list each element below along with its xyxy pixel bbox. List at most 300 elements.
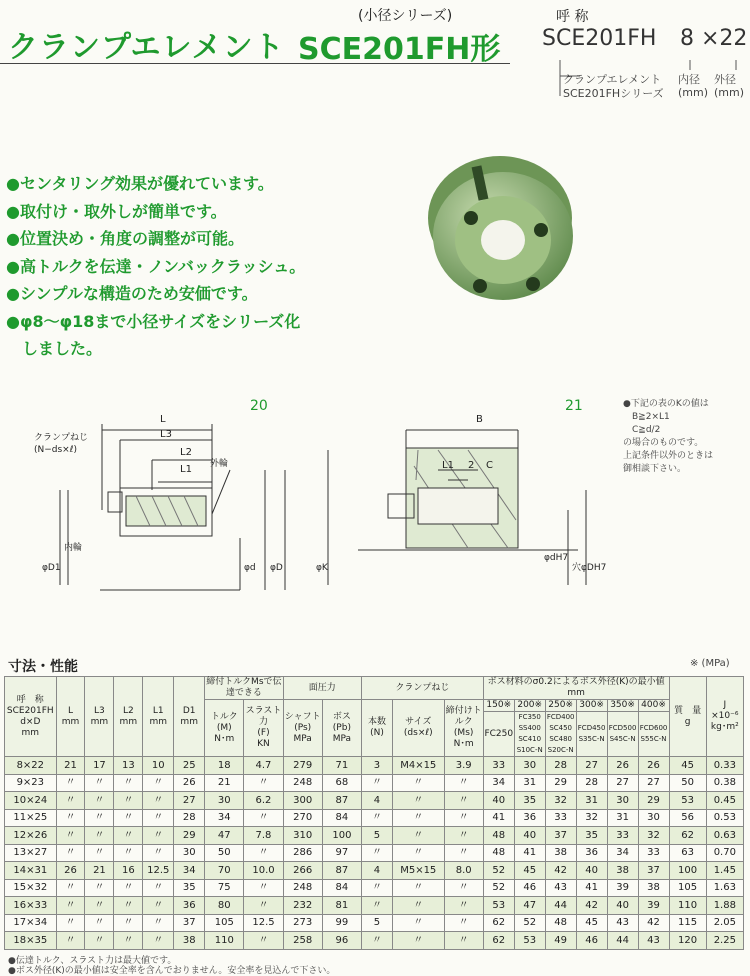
table-cell: 75	[205, 879, 244, 897]
col-b3: 250※	[545, 700, 576, 712]
table-cell: 52	[483, 862, 514, 880]
table-cell: 5	[362, 827, 393, 845]
fig20-L3-label: L3	[160, 429, 172, 440]
table-cell: 34	[205, 809, 244, 827]
col-m2: FC350 SS400 SC410 S10C-N	[514, 712, 545, 757]
figure-20-drawing	[34, 410, 300, 600]
table-cell: 42	[545, 862, 576, 880]
table-cell: 34	[174, 862, 205, 880]
table-cell: 71	[322, 757, 361, 775]
table-cell: 31	[514, 774, 545, 792]
table-cell: 〃	[85, 932, 114, 950]
table-cell: 〃	[143, 897, 174, 915]
inner-dia-unit: (mm)	[678, 86, 709, 99]
table-cell: 46	[514, 879, 545, 897]
table-cell: 〃	[143, 809, 174, 827]
table-cell: 52	[483, 879, 514, 897]
table-cell: 16	[114, 862, 143, 880]
table-cell: 〃	[85, 914, 114, 932]
table-cell: 53	[669, 792, 706, 810]
table-cell: 30	[638, 809, 669, 827]
table-cell: 45	[514, 862, 545, 880]
table-cell: 30	[514, 757, 545, 775]
col-b1: 150※	[483, 700, 514, 712]
table-cell: 21	[56, 757, 85, 775]
table-row	[5, 809, 744, 827]
table-cell: 52	[514, 914, 545, 932]
col-b6: 400※	[638, 700, 669, 712]
series-note: (小径シリーズ)	[358, 8, 453, 24]
col-m5: FCD500 S45C-N	[607, 712, 638, 757]
table-cell: 〃	[85, 774, 114, 792]
table-cell: 44	[607, 932, 638, 950]
table-cell: 32	[576, 809, 607, 827]
col-J: J ×10⁻⁶ kg･m²	[706, 677, 743, 757]
feature-item: ●センタリング効果が優れています。	[6, 174, 274, 193]
fig20-clamp-label: クランプねじ	[34, 433, 89, 443]
col-screw-group: クランプねじ	[362, 677, 484, 700]
col-b5: 350※	[607, 700, 638, 712]
footnote: ●ボス外径(K)の最小値は安全率を含んでおりません。安全率を見込んで下さい。	[8, 966, 336, 976]
table-cell: 87	[322, 792, 361, 810]
table-cell: 0.63	[706, 827, 743, 845]
table-cell: 15×32	[5, 879, 57, 897]
table-cell: 〃	[244, 932, 283, 950]
feature-list	[6, 170, 305, 363]
figure-21-drawing	[318, 410, 618, 600]
note-line: 御相談下さい。	[623, 464, 687, 474]
table-cell: 4	[362, 792, 393, 810]
table-cell: 〃	[444, 879, 483, 897]
table-cell: 〃	[392, 792, 444, 810]
table-cell: 〃	[392, 879, 444, 897]
table-cell: 〃	[392, 932, 444, 950]
col-mass: 質 量 g	[669, 677, 706, 757]
table-cell: 99	[322, 914, 361, 932]
table-cell: 〃	[56, 932, 85, 950]
table-cell: 38	[638, 879, 669, 897]
table-cell: 〃	[143, 844, 174, 862]
callout-sub1: クランプエレメント	[563, 73, 662, 86]
table-cell: 9×23	[5, 774, 57, 792]
table-cell: 48	[545, 914, 576, 932]
table-cell: 〃	[143, 932, 174, 950]
table-cell: 300	[283, 792, 322, 810]
callout-label: 呼 称	[556, 9, 589, 25]
col-count: 本数 (N)	[362, 700, 393, 757]
table-cell: 26	[174, 774, 205, 792]
table-cell: 310	[283, 827, 322, 845]
table-cell: 44	[545, 897, 576, 915]
table-cell: 〃	[444, 914, 483, 932]
table-cell: 〃	[392, 809, 444, 827]
table-cell: 〃	[114, 827, 143, 845]
table-cell: 2.05	[706, 914, 743, 932]
figure-number: 20	[250, 398, 268, 414]
table-cell: 〃	[444, 844, 483, 862]
col-m1: FC250	[483, 712, 514, 757]
table-cell: 34	[483, 774, 514, 792]
table-cell: 36	[514, 809, 545, 827]
spec-table-body	[5, 757, 744, 950]
table-cell: 30	[205, 792, 244, 810]
table-cell: 105	[669, 879, 706, 897]
table-cell: 29	[545, 774, 576, 792]
table-cell: 96	[322, 932, 361, 950]
table-cell: 〃	[444, 792, 483, 810]
table-cell: 43	[638, 932, 669, 950]
table-cell: 248	[283, 774, 322, 792]
table-cell: 21	[205, 774, 244, 792]
fig20-L2-label: L2	[180, 447, 192, 458]
callout-sub2: SCE201FHシリーズ	[563, 87, 664, 100]
col-b2: 200※	[514, 700, 545, 712]
col-L3: L3 mm	[85, 677, 114, 757]
table-cell: 5	[362, 914, 393, 932]
table-cell: 8.0	[444, 862, 483, 880]
table-cell: M4×15	[392, 757, 444, 775]
note-line: C≧d/2	[623, 425, 661, 435]
table-cell: 0.70	[706, 844, 743, 862]
table-row	[5, 827, 744, 845]
table-cell: 84	[322, 809, 361, 827]
table-cell: 12.5	[244, 914, 283, 932]
col-shaft: シャフト (Ps) MPa	[283, 700, 322, 757]
fig20-clamp-spec: (N−ds×ℓ)	[34, 445, 77, 455]
figure-notes	[623, 398, 713, 476]
note-line: 上記条件以外のときは	[623, 451, 714, 461]
table-cell: 〃	[114, 809, 143, 827]
col-call: 呼 称 SCE201FH d×D mm	[5, 677, 57, 757]
table-cell: 286	[283, 844, 322, 862]
fig21-DH-label: 穴φDH7	[572, 563, 607, 573]
table-cell: 〃	[56, 809, 85, 827]
table-cell: 47	[514, 897, 545, 915]
table-cell: 〃	[56, 844, 85, 862]
table-cell: 25	[174, 757, 205, 775]
table-cell: 84	[322, 879, 361, 897]
fig21-dH-label: φdH7	[544, 553, 569, 563]
note-line: B≧2×L1	[623, 412, 670, 422]
table-cell: 1.45	[706, 862, 743, 880]
table-cell: 29	[638, 792, 669, 810]
table-cell: 81	[322, 897, 361, 915]
table-cell: 〃	[244, 879, 283, 897]
table-row	[5, 792, 744, 810]
table-cell: 32	[545, 792, 576, 810]
table-cell: 29	[174, 827, 205, 845]
table-cell: 1.63	[706, 879, 743, 897]
table-cell: 28	[174, 809, 205, 827]
table-cell: 0.45	[706, 792, 743, 810]
col-m4: FCD450 S35C-N	[576, 712, 607, 757]
col-tight: 締付けトルク (Ms) N･m	[444, 700, 483, 757]
table-cell: 〃	[362, 774, 393, 792]
table-cell: 4	[362, 862, 393, 880]
fig21-B-label: B	[476, 414, 483, 425]
table-cell: 41	[483, 809, 514, 827]
feature-item: ●取付け・取外しが簡単です。	[6, 201, 227, 221]
table-cell: 17×34	[5, 914, 57, 932]
table-cell: 〃	[244, 774, 283, 792]
table-cell: 39	[638, 897, 669, 915]
table-cell: 〃	[392, 914, 444, 932]
table-cell: 120	[669, 932, 706, 950]
table-cell: 〃	[114, 844, 143, 862]
model-name: SCE201FH形	[298, 32, 501, 67]
table-cell: 270	[283, 809, 322, 827]
table-cell: 0.33	[706, 757, 743, 775]
table-cell: 〃	[444, 809, 483, 827]
table-cell: 33	[607, 827, 638, 845]
note-line: ●下記の表のKの値は	[623, 399, 709, 409]
table-cell: 34	[607, 844, 638, 862]
fig20-L-label: L	[160, 414, 166, 425]
figure-number: 21	[565, 398, 583, 414]
table-cell: M5×15	[392, 862, 444, 880]
table-cell: 〃	[143, 827, 174, 845]
table-cell: 43	[545, 879, 576, 897]
table-cell: 27	[638, 774, 669, 792]
table-cell: 〃	[114, 792, 143, 810]
table-cell: 10	[143, 757, 174, 775]
table-cell: 〃	[85, 809, 114, 827]
table-cell: 53	[483, 897, 514, 915]
table-cell: 18	[205, 757, 244, 775]
table-cell: 50	[669, 774, 706, 792]
page-title: クランプエレメント	[8, 30, 285, 65]
feature-item: しました。	[6, 339, 103, 358]
table-cell: 42	[576, 897, 607, 915]
table-cell: 〃	[362, 932, 393, 950]
table-cell: 〃	[392, 844, 444, 862]
table-cell: 37	[545, 827, 576, 845]
table-cell: 〃	[114, 914, 143, 932]
table-cell: 7.8	[244, 827, 283, 845]
table-cell: 35	[576, 827, 607, 845]
table-cell: 31	[607, 809, 638, 827]
table-cell: 45	[576, 914, 607, 932]
table-cell: 17	[85, 757, 114, 775]
fig20-d-label: φd	[244, 563, 256, 573]
table-cell: 41	[514, 844, 545, 862]
table-cell: 14×31	[5, 862, 57, 880]
table-cell: 28	[545, 757, 576, 775]
table-cell: 〃	[143, 914, 174, 932]
table-cell: 36	[576, 844, 607, 862]
table-row	[5, 757, 744, 775]
table-cell: 21	[85, 862, 114, 880]
spec-table	[4, 676, 744, 950]
inner-dia-label: 内径	[678, 73, 700, 86]
table-cell: 〃	[114, 897, 143, 915]
table-cell: 115	[669, 914, 706, 932]
table-cell: 33	[638, 844, 669, 862]
table-cell: 27	[576, 757, 607, 775]
table-cell: 258	[283, 932, 322, 950]
table-row	[5, 932, 744, 950]
table-cell: 47	[205, 827, 244, 845]
table-cell: 0.53	[706, 809, 743, 827]
table-cell: 31	[576, 792, 607, 810]
table-cell: 〃	[143, 879, 174, 897]
table-cell: 4.7	[244, 757, 283, 775]
table-cell: 63	[669, 844, 706, 862]
table-cell: 38	[545, 844, 576, 862]
table-cell: 6.2	[244, 792, 283, 810]
table-cell: 16×33	[5, 897, 57, 915]
table-cell: 40	[576, 862, 607, 880]
table-cell: 〃	[56, 879, 85, 897]
table-cell: 49	[545, 932, 576, 950]
table-cell: 38	[607, 862, 638, 880]
table-cell: 〃	[56, 897, 85, 915]
col-pressure-group: 面圧力	[283, 677, 361, 700]
table-cell: 41	[576, 879, 607, 897]
table-cell: 10.0	[244, 862, 283, 880]
callout-code: SCE201FH	[542, 26, 657, 51]
fig21-C-label: C	[486, 460, 493, 471]
table-cell: 39	[607, 879, 638, 897]
table-cell: 〃	[114, 879, 143, 897]
table-cell: 40	[514, 827, 545, 845]
table-cell: 80	[205, 897, 244, 915]
fig20-inner-label: 内輪	[64, 543, 83, 553]
table-cell: 40	[483, 792, 514, 810]
table-cell: 32	[638, 827, 669, 845]
table-cell: 105	[205, 914, 244, 932]
table-cell: 26	[607, 757, 638, 775]
table-cell: 8×22	[5, 757, 57, 775]
table-cell: 10×24	[5, 792, 57, 810]
table-cell: 30	[607, 792, 638, 810]
table-row	[5, 914, 744, 932]
table-cell: 42	[638, 914, 669, 932]
footnotes	[8, 956, 335, 976]
table-cell: 35	[174, 879, 205, 897]
table-cell: 〃	[362, 844, 393, 862]
table-cell: 〃	[444, 932, 483, 950]
table-cell: 70	[205, 862, 244, 880]
table-cell: 13×27	[5, 844, 57, 862]
section-title: 寸法・性能	[8, 659, 78, 675]
table-cell: 3	[362, 757, 393, 775]
table-cell: 3.9	[444, 757, 483, 775]
table-cell: 〃	[85, 879, 114, 897]
table-cell: 62	[669, 827, 706, 845]
table-cell: 248	[283, 879, 322, 897]
col-torque: トルク (M) N･m	[205, 700, 244, 757]
table-cell: 40	[607, 897, 638, 915]
table-cell: 〃	[85, 897, 114, 915]
table-cell: 30	[174, 844, 205, 862]
table-cell: 279	[283, 757, 322, 775]
footnote: ●伝達トルク、スラスト力は最大値です。	[8, 956, 177, 966]
table-row	[5, 774, 744, 792]
table-cell: 273	[283, 914, 322, 932]
table-cell: 50	[205, 844, 244, 862]
table-cell: 〃	[362, 809, 393, 827]
col-L2: L2 mm	[114, 677, 143, 757]
table-cell: 33	[545, 809, 576, 827]
table-cell: 〃	[392, 897, 444, 915]
table-cell: 〃	[85, 827, 114, 845]
table-cell: 〃	[85, 844, 114, 862]
fig20-D1-label: φD1	[42, 563, 61, 573]
table-cell: 46	[576, 932, 607, 950]
table-cell: 〃	[56, 827, 85, 845]
table-cell: 110	[205, 932, 244, 950]
fig20-D-label: φD	[270, 563, 283, 573]
table-cell: 33	[483, 757, 514, 775]
table-cell: 45	[669, 757, 706, 775]
product-photo	[405, 148, 580, 318]
table-cell: 13	[114, 757, 143, 775]
table-cell: 11×25	[5, 809, 57, 827]
table-cell: 266	[283, 862, 322, 880]
table-cell: 〃	[85, 792, 114, 810]
table-cell: 〃	[362, 879, 393, 897]
col-m3: FCD400 SC450 SC480 S20C-N	[545, 712, 576, 757]
col-boss-group: ボス材料のσ0.2によるボス外径(K)の最小値mm	[483, 677, 669, 700]
table-cell: 27	[607, 774, 638, 792]
table-cell: 1.88	[706, 897, 743, 915]
table-cell: 97	[322, 844, 361, 862]
table-cell: 〃	[114, 932, 143, 950]
outer-dia-unit: (mm)	[714, 86, 745, 99]
table-cell: 〃	[56, 792, 85, 810]
table-cell: 100	[669, 862, 706, 880]
mpa-note: ※ (MPa)	[690, 658, 730, 669]
outer-dia-label: 外径	[714, 73, 736, 86]
table-cell: 87	[322, 862, 361, 880]
title-rule	[0, 63, 510, 64]
table-cell: 48	[483, 844, 514, 862]
table-cell: 37	[174, 914, 205, 932]
table-cell: 110	[669, 897, 706, 915]
table-cell: 12×26	[5, 827, 57, 845]
table-row	[5, 897, 744, 915]
table-row	[5, 862, 744, 880]
feature-item: ●位置決め・角度の調整が可能。	[6, 229, 244, 248]
table-cell: 〃	[143, 792, 174, 810]
fig20-outer-label: 外輪	[210, 459, 229, 469]
col-b4: 300※	[576, 700, 607, 712]
table-cell: 53	[514, 932, 545, 950]
col-L1: L1 mm	[143, 677, 174, 757]
table-cell: 〃	[444, 774, 483, 792]
table-cell: 〃	[392, 827, 444, 845]
table-cell: 〃	[114, 774, 143, 792]
fig21-L1-label: L1	[442, 460, 454, 471]
callout-size: 8 ×22	[680, 26, 748, 51]
table-cell: 〃	[56, 774, 85, 792]
col-D1: D1 mm	[174, 677, 205, 757]
table-cell: 35	[514, 792, 545, 810]
table-cell: 0.38	[706, 774, 743, 792]
table-cell: 〃	[392, 774, 444, 792]
table-cell: 36	[174, 897, 205, 915]
table-cell: 12.5	[143, 862, 174, 880]
table-cell: 232	[283, 897, 322, 915]
table-cell: 〃	[244, 897, 283, 915]
table-cell: 〃	[244, 809, 283, 827]
fig21-2-label: 2	[468, 460, 475, 471]
table-cell: 56	[669, 809, 706, 827]
feature-item: ●シンプルな構造のため安価です。	[6, 284, 258, 303]
table-cell: 〃	[362, 897, 393, 915]
table-cell: 26	[56, 862, 85, 880]
